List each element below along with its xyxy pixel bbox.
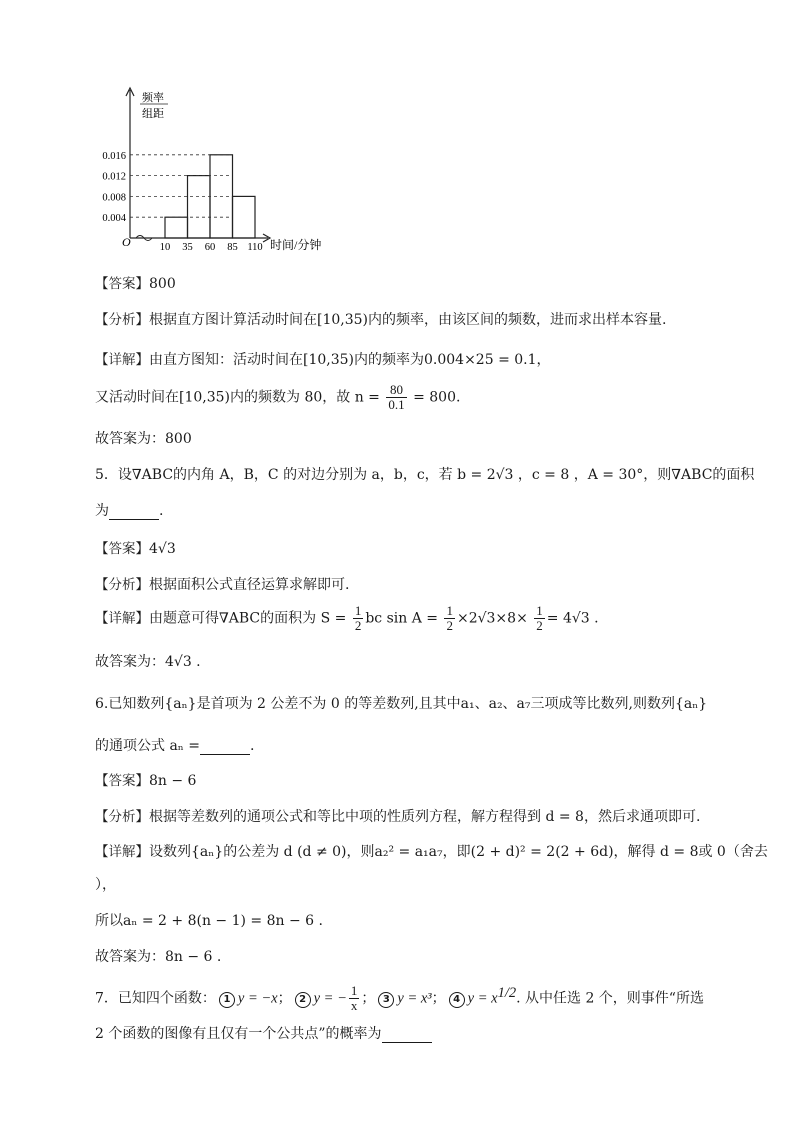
x-tick-label: 110 <box>247 242 263 253</box>
q6-detail-1: 设数列{aₙ}的公差为 d (d ≠ 0)，则a₂² = a₁a₇，即(2 + d)² = 2(2 + 6d)，解得 d = 8或 0（舍去 <box>149 844 768 860</box>
q5-final: 故答案为：4√3 . <box>95 654 201 670</box>
q6-stem-2: 的通项公式 aₙ = . <box>95 738 255 754</box>
q4-analysis-line <box>95 308 666 329</box>
circled-3-icon: 3 <box>378 992 394 1008</box>
y-tick-label: 0.016 <box>102 150 126 162</box>
q6-answer-line <box>95 769 196 789</box>
y-axis-label-bottom: 组距 <box>142 108 164 120</box>
x-tick-label: 60 <box>204 242 216 253</box>
q4-final: 故答案为：800 <box>95 431 192 447</box>
x-axis-label: 时间/分钟 <box>270 238 322 252</box>
detail-tag: 【详解】 <box>95 610 149 627</box>
q4-detail-1: 由直方图知：活动时间在[10,35)内的频率为0.004×25 = 0.1， <box>149 352 551 368</box>
q6-analysis: 根据等差数列的通项公式和等比中项的性质列方程，解方程得到 d = 8，然后求通项即可. <box>149 809 701 825</box>
q4-answer-line <box>95 272 176 292</box>
q5-stem-2: 为 . <box>95 503 164 519</box>
x-tick-label: 85 <box>227 242 238 253</box>
circled-4-icon: 4 <box>449 992 465 1008</box>
q4-answer: 800 <box>149 276 176 292</box>
answer-tag: 【答案】 <box>95 276 149 292</box>
answer-tag: 【答案】 <box>95 773 149 789</box>
q6-detail-3: 所以aₙ = 2 + 8(n − 1) = 8n − 6 . <box>95 913 323 929</box>
q4-detail-line-2 <box>95 383 460 412</box>
analysis-tag: 【分析】 <box>95 809 149 825</box>
q4-detail-line-1 <box>95 348 551 369</box>
frequency-histogram <box>0 0 794 260</box>
q6-detail-line-1 <box>95 840 768 861</box>
q5-analysis-line <box>95 573 349 594</box>
q6-detail-2: ）， <box>95 877 116 893</box>
answer-blank <box>109 505 159 520</box>
detail-tag: 【详解】 <box>95 844 149 860</box>
q4-detail-2b: = 800. <box>413 389 461 406</box>
circled-1-icon: 1 <box>219 992 235 1008</box>
x-tick-label: 10 <box>159 242 171 253</box>
q6-analysis-line <box>95 805 700 826</box>
y-tick-label: 0.004 <box>102 213 126 225</box>
histogram-bar <box>233 196 256 238</box>
y-tick-label: 0.012 <box>102 171 126 183</box>
q5-answer: 4√3 <box>149 541 176 557</box>
x-tick-label: 35 <box>182 242 193 253</box>
histogram-bar <box>165 217 188 238</box>
q5-answer-line <box>95 537 176 557</box>
answer-tag: 【答案】 <box>95 541 149 557</box>
detail-tag: 【详解】 <box>95 352 149 368</box>
origin-label: O <box>122 235 131 249</box>
y-axis-label-top: 频率 <box>142 92 164 104</box>
circled-2-icon: 2 <box>295 992 311 1008</box>
q4-analysis: 根据直方图计算活动时间在[10,35)内的频率，由该区间的频数，进而求出样本容量. <box>149 312 667 328</box>
answer-blank <box>200 740 250 755</box>
q4-detail-2a: 又活动时间在[10,35)内的频数为 80，故 n = <box>95 389 380 406</box>
q5-half-fraction-2: $\frac{1}{2}$ <box>446 603 453 633</box>
q5-half-fraction-1: $\frac{1}{2}$ <box>354 603 362 633</box>
q5-stem-1: 5．设∇ABC的内角 A，B，C 的对边分别为 a，b，c，若 b = 2√3 ，c = 8 ，A = 30°，则∇ABC的面积 <box>95 467 755 483</box>
q6-answer: 8n − 6 <box>149 773 197 789</box>
answer-blank <box>382 1028 432 1043</box>
q5-analysis: 根据面积公式直径运算求解即可. <box>149 577 350 593</box>
q5-half-fraction-3: $\frac{1}{2}$ <box>536 603 543 633</box>
analysis-tag: 【分析】 <box>95 577 149 593</box>
analysis-tag: 【分析】 <box>95 312 149 328</box>
q7-stem-2: 2 个函数的图像有且仅有一个公共点”的概率为 <box>95 1023 432 1043</box>
q7-fraction: $\frac{1}{x}$ <box>350 983 358 1013</box>
histogram-bar <box>188 176 211 238</box>
q5-detail-line: 【详解】由题意可得∇ABC的面积为 S = $\frac{1}{2}$ bc sin A = $\frac{1}{2}$ ×2√3×8× $\frac{1}{2}$ = 4√3 . <box>95 603 599 633</box>
q4-fraction: $\frac{80}{0.1}$ <box>388 382 405 412</box>
q7-stem-1: 7．已知四个函数： 1 y = −x； 2 y = − $\frac{1}{x}$ ； 3 y = x³； 4 $y = x^{1/2}$. 从中任选 2 个，则事件“所选 <box>95 983 704 1013</box>
q6-final: 故答案为：8n − 6 . <box>95 949 222 965</box>
q6-stem-1: 6.已知数列{aₙ}是首项为 2 公差不为 0 的等差数列,且其中a₁、a₂、a₇三项成等比数列,则数列{aₙ} <box>95 696 708 712</box>
y-tick-label: 0.008 <box>102 192 126 204</box>
